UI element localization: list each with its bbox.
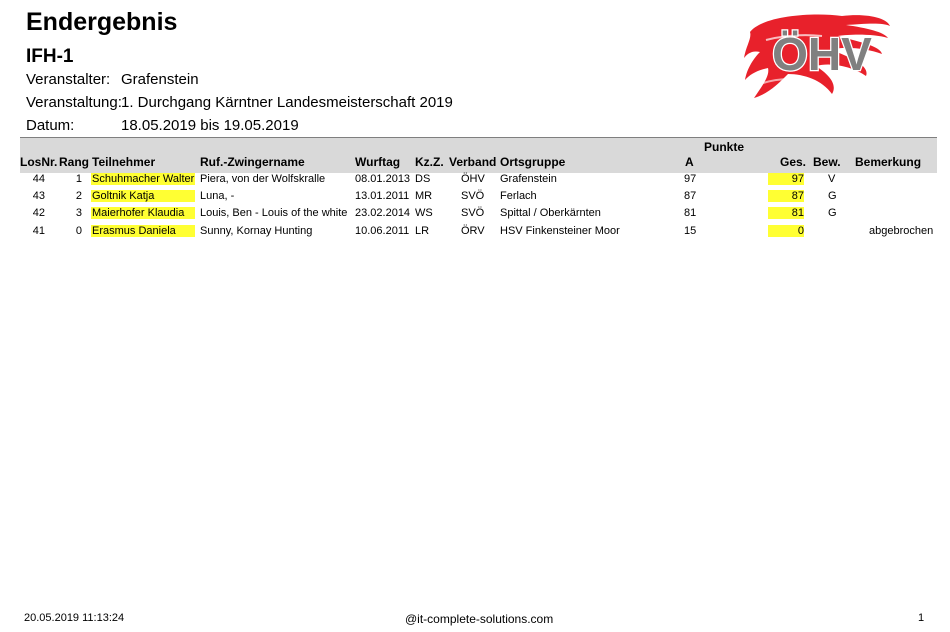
- meta-value-organizer: Grafenstein: [121, 71, 199, 88]
- header-ges: Ges.: [780, 155, 807, 169]
- meta-value-event: 1. Durchgang Kärntner Landesmeisterschaft 2019: [121, 94, 453, 111]
- cell-kz: MR: [415, 190, 433, 202]
- header-losnr: LosNr.: [20, 155, 58, 169]
- cell-verband: SVÖ: [461, 207, 485, 219]
- cell-kz: WS: [415, 207, 433, 219]
- meta-label-event: Veranstaltung:: [26, 94, 122, 111]
- cell-teilnehmer: Erasmus Daniela: [91, 225, 195, 237]
- page-title: Endergebnis: [26, 8, 178, 36]
- table-row: [20, 188, 937, 205]
- header-bemerkung: Bemerkung: [855, 155, 922, 169]
- cell-losnr: 43: [32, 190, 45, 202]
- cell-verband: ÖRV: [461, 225, 485, 237]
- cell-a: 15: [684, 225, 697, 237]
- cell-a: 81: [684, 207, 697, 219]
- cell-ortsgruppe: Ferlach: [500, 190, 537, 202]
- header-points-group: Punkte: [704, 140, 745, 154]
- cell-bew: V: [828, 173, 836, 185]
- cell-a: 87: [684, 190, 697, 202]
- meta-label-date: Datum:: [26, 117, 75, 134]
- page-number: 1: [918, 612, 925, 624]
- header-rang: Rang: [59, 155, 89, 169]
- cell-wurftag: 13.01.2011: [355, 190, 410, 202]
- header-a: A: [685, 155, 694, 169]
- header-wurftag: Wurftag: [355, 155, 401, 169]
- table-row: [20, 223, 937, 240]
- table-header: [20, 137, 937, 173]
- cell-rang: 2: [75, 190, 82, 202]
- footer-timestamp: 20.05.2019 11:13:24: [24, 612, 125, 624]
- cell-ortsgruppe: Grafenstein: [500, 173, 557, 185]
- cell-ges: 87: [768, 190, 804, 202]
- cell-wurftag: 10.06.2011: [355, 225, 410, 237]
- cell-kz: LR: [415, 225, 430, 237]
- cell-ortsgruppe: Spittal / Oberkärnten: [500, 207, 601, 219]
- cell-ges: 0: [768, 225, 804, 237]
- cell-ortsgruppe: HSV Finkensteiner Moor: [500, 225, 620, 237]
- table-row: [20, 205, 937, 222]
- header-teilnehmer: Teilnehmer: [92, 155, 156, 169]
- header-ruf: Ruf.-Zwingername: [200, 155, 305, 169]
- cell-bemerkung: abgebrochen: [869, 225, 934, 237]
- table-row: [20, 171, 937, 188]
- cell-rang: 0: [75, 225, 82, 237]
- cell-rang: 1: [75, 173, 82, 185]
- competition-class: IFH-1: [26, 46, 74, 67]
- cell-teilnehmer: Goltnik Katja: [91, 190, 195, 202]
- meta-value-date: 18.05.2019 bis 19.05.2019: [121, 117, 299, 134]
- header-ortsgruppe: Ortsgruppe: [500, 155, 566, 169]
- cell-ruf: Luna, -: [200, 190, 235, 202]
- header-kz: Kz.Z.: [415, 155, 444, 169]
- cell-ruf: Sunny, Kornay Hunting: [200, 225, 313, 237]
- cell-bew: G: [828, 207, 837, 219]
- cell-ges: 81: [768, 207, 804, 219]
- meta-label-organizer: Veranstalter:: [26, 71, 111, 88]
- svg-text:ÖHV: ÖHV: [772, 28, 872, 80]
- cell-ges: 97: [768, 173, 804, 185]
- cell-a: 97: [684, 173, 697, 185]
- cell-teilnehmer: Maierhofer Klaudia: [91, 207, 195, 219]
- cell-ruf: Piera, von der Wolfskralle: [200, 173, 326, 185]
- cell-wurftag: 08.01.2013: [355, 173, 411, 185]
- header-bew: Bew.: [813, 155, 841, 169]
- cell-teilnehmer: Schuhmacher Walter: [92, 173, 195, 185]
- cell-verband: ÖHV: [461, 173, 485, 185]
- cell-wurftag: 23.02.2014: [355, 207, 411, 219]
- cell-losnr: 42: [32, 207, 45, 219]
- footer-credit: @it-complete-solutions.com: [405, 612, 554, 626]
- cell-losnr: 41: [32, 225, 45, 237]
- cell-verband: SVÖ: [461, 190, 485, 202]
- cell-losnr: 44: [32, 173, 45, 185]
- cell-rang: 3: [75, 207, 82, 219]
- header-verband: Verband: [449, 155, 497, 169]
- cell-bew: G: [828, 190, 837, 202]
- cell-ruf: Louis, Ben - Louis of the white: [200, 207, 348, 219]
- cell-kz: DS: [415, 173, 431, 185]
- oehv-logo: [742, 10, 892, 102]
